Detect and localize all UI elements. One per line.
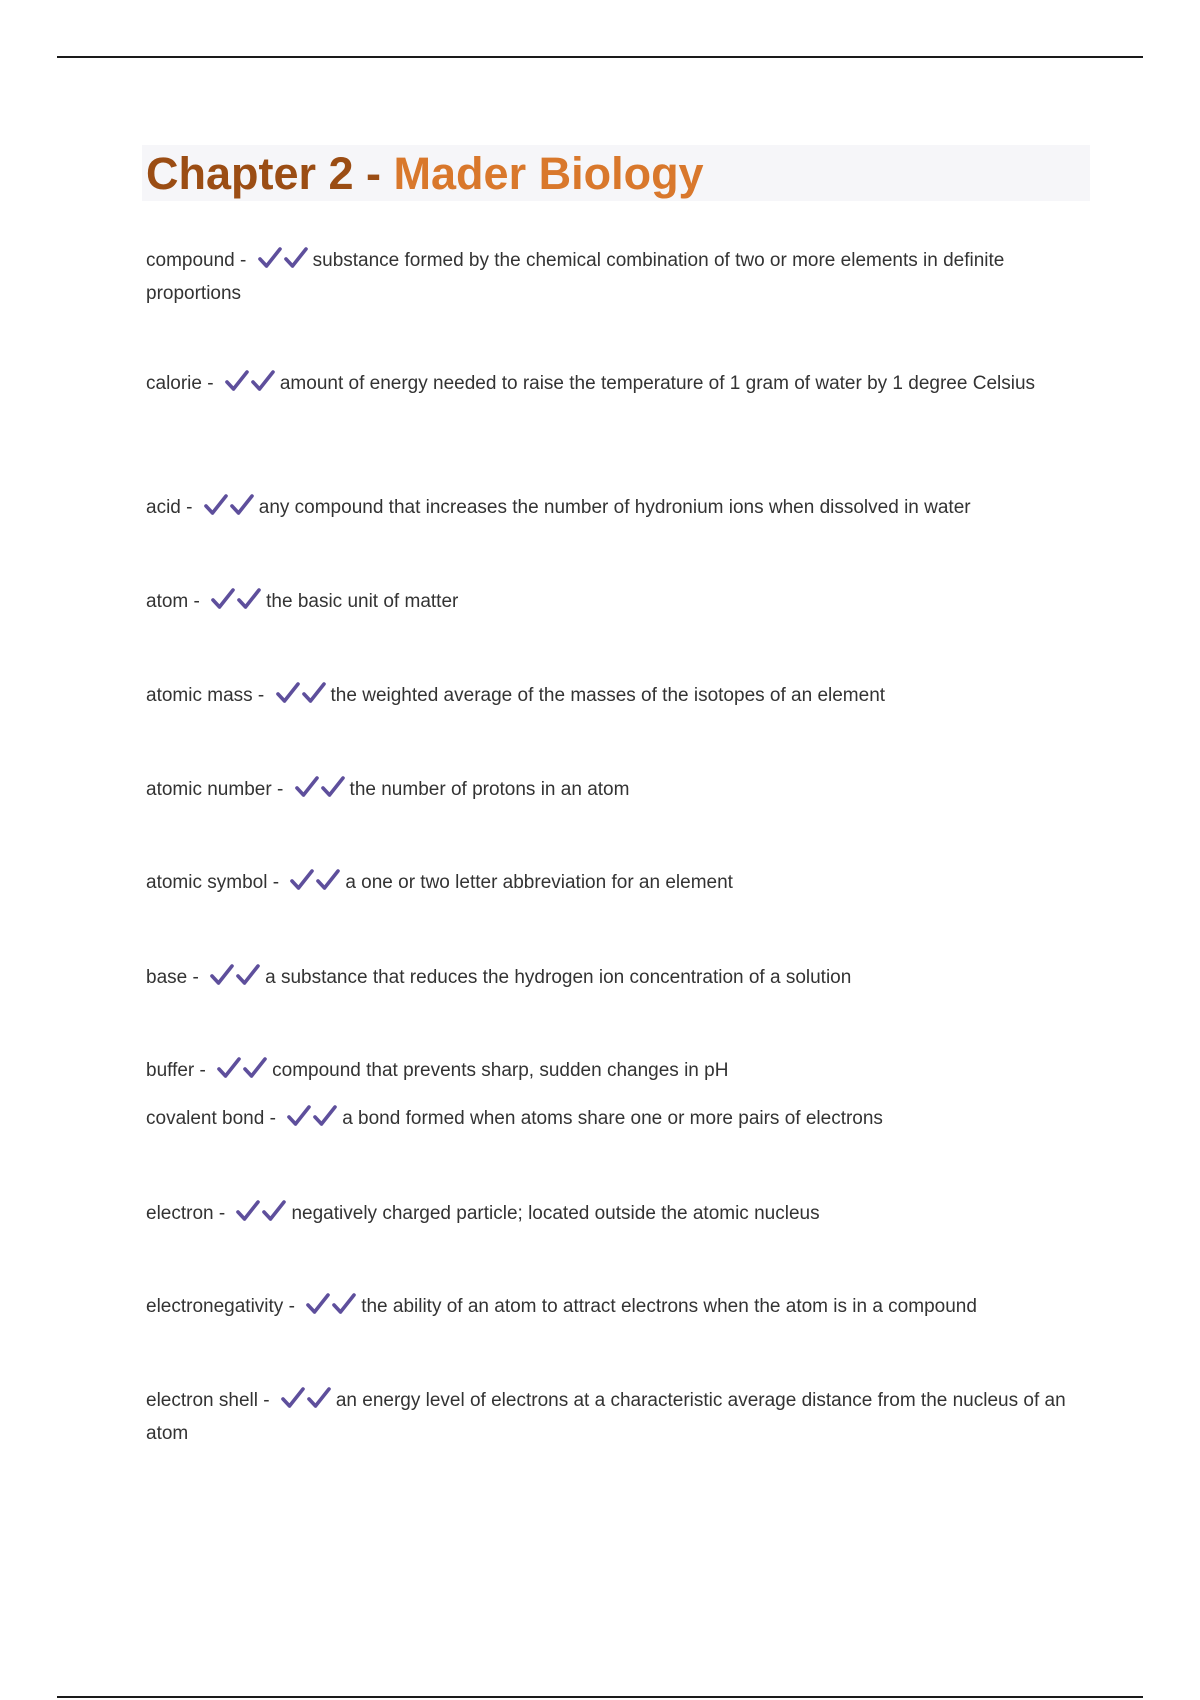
entry-definition: substance formed by the chemical combination of two or more elements in definite proportions	[146, 250, 1005, 304]
entry-term: electron shell -	[146, 1390, 275, 1411]
entry-base	[146, 963, 1076, 996]
entry-atomic-number	[146, 775, 1076, 808]
entry-definition: any compound that increases the number of hydronium ions when dissolved in water	[258, 497, 971, 518]
entry-definition: a substance that reduces the hydrogen ion concentration of a solution	[265, 967, 852, 988]
checkmark-icon	[307, 1387, 331, 1409]
checkmark-icon	[276, 682, 300, 704]
entry-term: electronegativity -	[146, 1296, 301, 1317]
entry-definition: the ability of an atom to attract electrons when the atom is in a compound	[361, 1296, 977, 1317]
checkmark-icon	[287, 1105, 311, 1127]
entry-compound	[146, 246, 1076, 309]
entry-term: atom -	[146, 591, 206, 612]
entry-definition: the weighted average of the masses of the isotopes of an element	[330, 685, 886, 706]
checkmark-icon	[237, 588, 261, 610]
entry-electron-shell	[146, 1386, 1076, 1449]
checkmark-icon	[210, 964, 234, 986]
page-title	[146, 146, 704, 202]
checkmark-icon	[204, 494, 228, 516]
entry-term: electron -	[146, 1203, 231, 1224]
entry-definition: an energy level of electrons at a characteristic average distance from the nucleus of an atom	[146, 1390, 1066, 1444]
entry-term: atomic symbol -	[146, 872, 285, 893]
checkmark-icon	[316, 869, 340, 891]
entry-acid	[146, 493, 1076, 526]
entry-definition: negatively charged particle; located outside the atomic nucleus	[291, 1203, 820, 1224]
entry-atomic-symbol	[146, 868, 1076, 901]
entry-term: atomic mass -	[146, 685, 270, 706]
entry-definition: a bond formed when atoms share one or more pairs of electrons	[342, 1108, 883, 1129]
entry-definition: compound that prevents sharp, sudden changes in pH	[272, 1060, 729, 1081]
entry-electron	[146, 1199, 1076, 1232]
checkmark-icon	[313, 1105, 337, 1127]
checkmark-icon	[281, 1387, 305, 1409]
entry-definition: a one or two letter abbreviation for an element	[345, 872, 733, 893]
checkmark-icon	[236, 964, 260, 986]
entry-atomic-mass	[146, 681, 1076, 714]
checkmark-icon	[284, 247, 308, 269]
entry-buffer	[146, 1056, 1076, 1089]
entry-term: acid -	[146, 497, 198, 518]
entry-term: atomic number -	[146, 779, 289, 800]
checkmark-icon	[230, 494, 254, 516]
entry-term: calorie -	[146, 373, 219, 394]
top-rule	[57, 56, 1143, 58]
entry-covalent-bond	[146, 1104, 1076, 1137]
entry-definition: the number of protons in an atom	[349, 779, 630, 800]
checkmark-icon	[262, 1200, 286, 1222]
checkmark-icon	[295, 776, 319, 798]
entry-atom	[146, 587, 1076, 620]
checkmark-icon	[217, 1057, 241, 1079]
title-chapter: Chapter 2 -	[146, 148, 394, 199]
checkmark-icon	[243, 1057, 267, 1079]
checkmark-icon	[225, 370, 249, 392]
checkmark-icon	[306, 1293, 330, 1315]
checkmark-icon	[332, 1293, 356, 1315]
entry-term: compound -	[146, 250, 252, 271]
entry-definition: amount of energy needed to raise the temperature of 1 gram of water by 1 degree Celsius	[279, 373, 1036, 394]
checkmark-icon	[251, 370, 275, 392]
entry-calorie	[146, 369, 1076, 402]
checkmark-icon	[211, 588, 235, 610]
checkmark-icon	[290, 869, 314, 891]
bottom-rule	[57, 1696, 1143, 1698]
entry-electronegativity	[146, 1292, 1076, 1325]
entry-term: buffer -	[146, 1060, 212, 1081]
checkmark-icon	[302, 682, 326, 704]
entry-term: base -	[146, 967, 205, 988]
entry-definition: the basic unit of matter	[266, 591, 459, 612]
checkmark-icon	[321, 776, 345, 798]
checkmark-icon	[258, 247, 282, 269]
checkmark-icon	[236, 1200, 260, 1222]
entry-term: covalent bond -	[146, 1108, 282, 1129]
title-subject: Mader Biology	[393, 148, 704, 199]
